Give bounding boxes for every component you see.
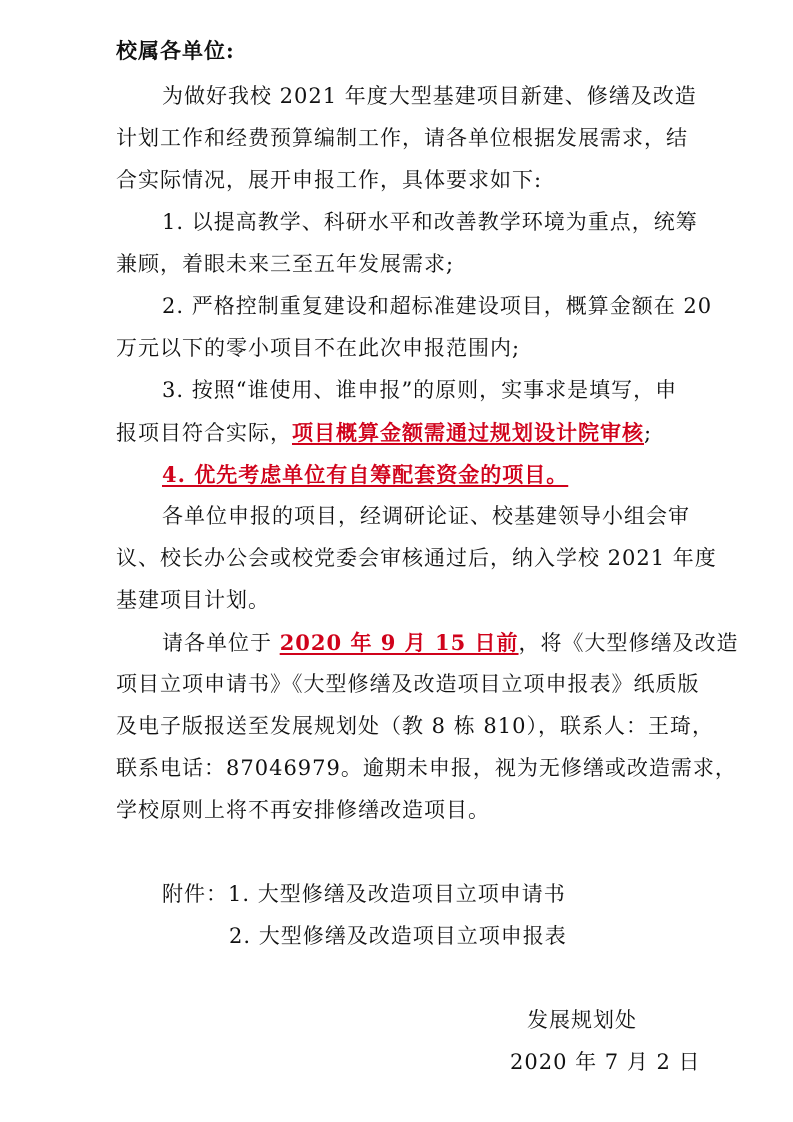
requirement-3-line-1: 3. 按照“谁使用、谁申报”的原则，实事求是填写，申 <box>162 378 678 402</box>
deadline-date: 2020 年 9 月 15 日前 <box>279 630 519 655</box>
signature-date: 2020 年 7 月 2 日 <box>510 1050 701 1074</box>
paragraph-review-line-1: 各单位申报的项目，经调研论证、校基建领导小组会审 <box>162 504 690 528</box>
paragraph-deadline-line-5: 学校原则上将不再安排修缮改造项目。 <box>116 798 490 822</box>
deadline-prefix: 请各单位于 <box>162 631 280 655</box>
paragraph-deadline-line-3: 及电子版报送至发展规划处（教 8 栋 810），联系人：王琦， <box>116 714 714 738</box>
paragraph-deadline-line-4: 联系电话：87046979。逾期未申报，视为无修缮或改造需求， <box>116 756 737 780</box>
paragraph-intro-line-2: 计划工作和经费预算编制工作，请各单位根据发展需求，结 <box>116 126 688 150</box>
attachment-1: 附件：1. 大型修缮及改造项目立项申请书 <box>162 882 566 906</box>
paragraph-deadline-line-2: 项目立项申请书》《大型修缮及改造项目立项申报表》纸质版 <box>116 672 700 696</box>
requirement-1-line-2: 兼顾，着眼未来三至五年发展需求; <box>116 252 455 276</box>
requirement-3-end: ; <box>644 421 653 445</box>
requirement-3-text: 报项目符合实际， <box>116 421 292 445</box>
requirement-3-highlight: 项目概算金额需通过规划设计院审核 <box>292 420 644 445</box>
paragraph-review-line-3: 基建项目计划。 <box>116 588 270 612</box>
salutation: 校属各单位: <box>116 38 235 63</box>
attachment-2: 2. 大型修缮及改造项目立项申报表 <box>229 924 567 948</box>
paragraph-deadline-line-1 <box>162 632 739 654</box>
paragraph-intro-line-3: 合实际情况，展开申报工作，具体要求如下: <box>116 168 543 192</box>
paragraph-intro-line-1: 为做好我校 2021 年度大型基建项目新建、修缮及改造 <box>162 84 697 108</box>
requirement-3-line-2 <box>116 422 652 444</box>
requirement-2-line-1: 2. 严格控制重复建设和超标准建设项目，概算金额在 20 <box>162 294 713 318</box>
signature-department: 发展规划处 <box>527 1008 637 1032</box>
paragraph-review-line-2: 议、校长办公会或校党委会审核通过后，纳入学校 2021 年度 <box>116 546 717 570</box>
requirement-2-line-2: 万元以下的零小项目不在此次申报范围内; <box>116 336 521 360</box>
requirement-1-line-1: 1. 以提高教学、科研水平和改善教学环境为重点，统筹 <box>162 210 698 234</box>
deadline-suffix: ，将《大型修缮及改造 <box>518 631 739 655</box>
requirement-4-highlight: 4. 优先考虑单位有自筹配套资金的项目。 <box>162 462 569 487</box>
